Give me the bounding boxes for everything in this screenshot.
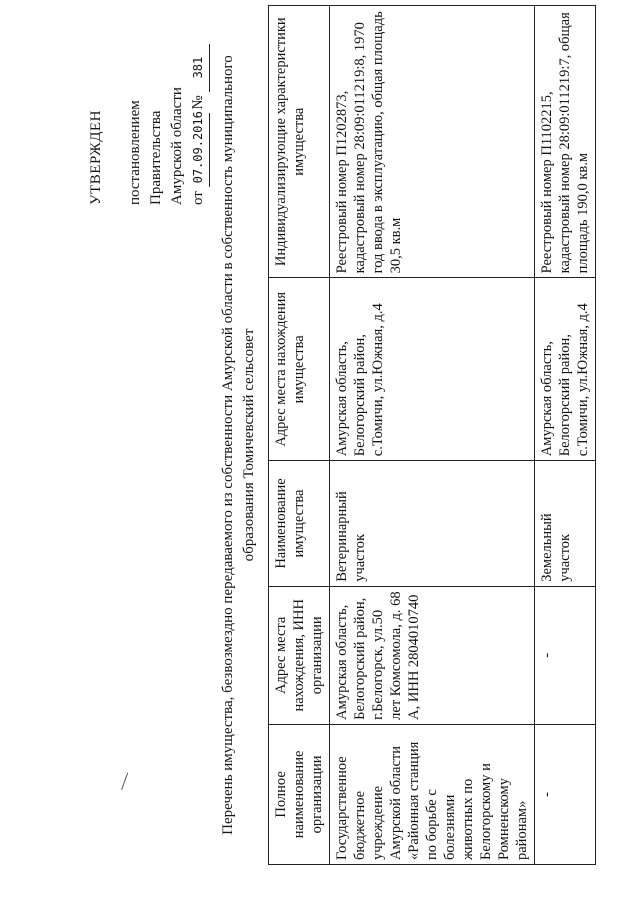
pen-mark xyxy=(121,773,132,792)
approval-title: УТВЕРЖДЕН xyxy=(88,110,104,205)
header-property-address: Адрес места нахождения имущества xyxy=(269,278,330,461)
approval-date-line xyxy=(188,25,210,205)
approval-line-2: Амурской области xyxy=(169,87,185,205)
approval-line-1: постановлением Правительства xyxy=(127,100,164,205)
cell-org: Государственное бюджетное учреждение Амурской области «Районная станция по борьбе с болезнями животных по Белогорскому и Ромненскому районам» xyxy=(330,724,535,864)
cell-property-address: Амурская область, Белогорский район, с.Томичи, ул.Южная, д.4 xyxy=(535,278,596,461)
approval-stamp xyxy=(86,25,210,205)
header-property-name: Наименование имущества xyxy=(269,461,330,587)
number-prefix: № xyxy=(190,95,206,110)
approval-date: 07.09.2016 xyxy=(188,113,210,187)
cell-property-name: Земельный участок xyxy=(535,461,596,587)
heading-line-1: Перечень имущества, безвозмездно передаваемого из собственности Амурской области в собственность муниципального xyxy=(220,55,236,835)
header-org: Полное наименование организации xyxy=(269,724,330,864)
cell-characteristics: Реестровый номер П1102215, кадастровый номер 28:09:011219:7, общая площадь 190,0 кв.м xyxy=(535,6,596,278)
table-row xyxy=(330,6,535,865)
cell-org: - xyxy=(535,724,596,864)
cell-org-address: Амурская область, Белогорский район, г.Белогорск, ул.50 лет Комсомола, д. 68 А, ИНН 2804010740 xyxy=(330,586,535,724)
date-prefix: от xyxy=(190,191,206,205)
header-org-address: Адрес места нахождения, ИНН организации xyxy=(269,586,330,724)
property-table xyxy=(268,5,596,865)
header-characteristics: Индивидуализирующие характеристики имущества xyxy=(269,6,330,278)
approval-number: 381 xyxy=(188,44,210,92)
cell-property-address: Амурская область, Белогорский район, с.Томичи, ул.Южная, д.4 xyxy=(330,278,535,461)
heading-line-2: образования Томичевский сельсовет xyxy=(241,328,257,562)
cell-characteristics: Реестровый номер П1202873, кадастровый номер 28:09:011219:8, 1970 год ввода в эксплуатацию, общая площадь 30,5 кв.м xyxy=(330,6,535,278)
cell-property-name: Ветеринарный участок xyxy=(330,461,535,587)
table-row xyxy=(535,6,596,865)
document-heading xyxy=(218,25,260,865)
table-header-row xyxy=(269,6,330,865)
cell-org-address: - xyxy=(535,586,596,724)
